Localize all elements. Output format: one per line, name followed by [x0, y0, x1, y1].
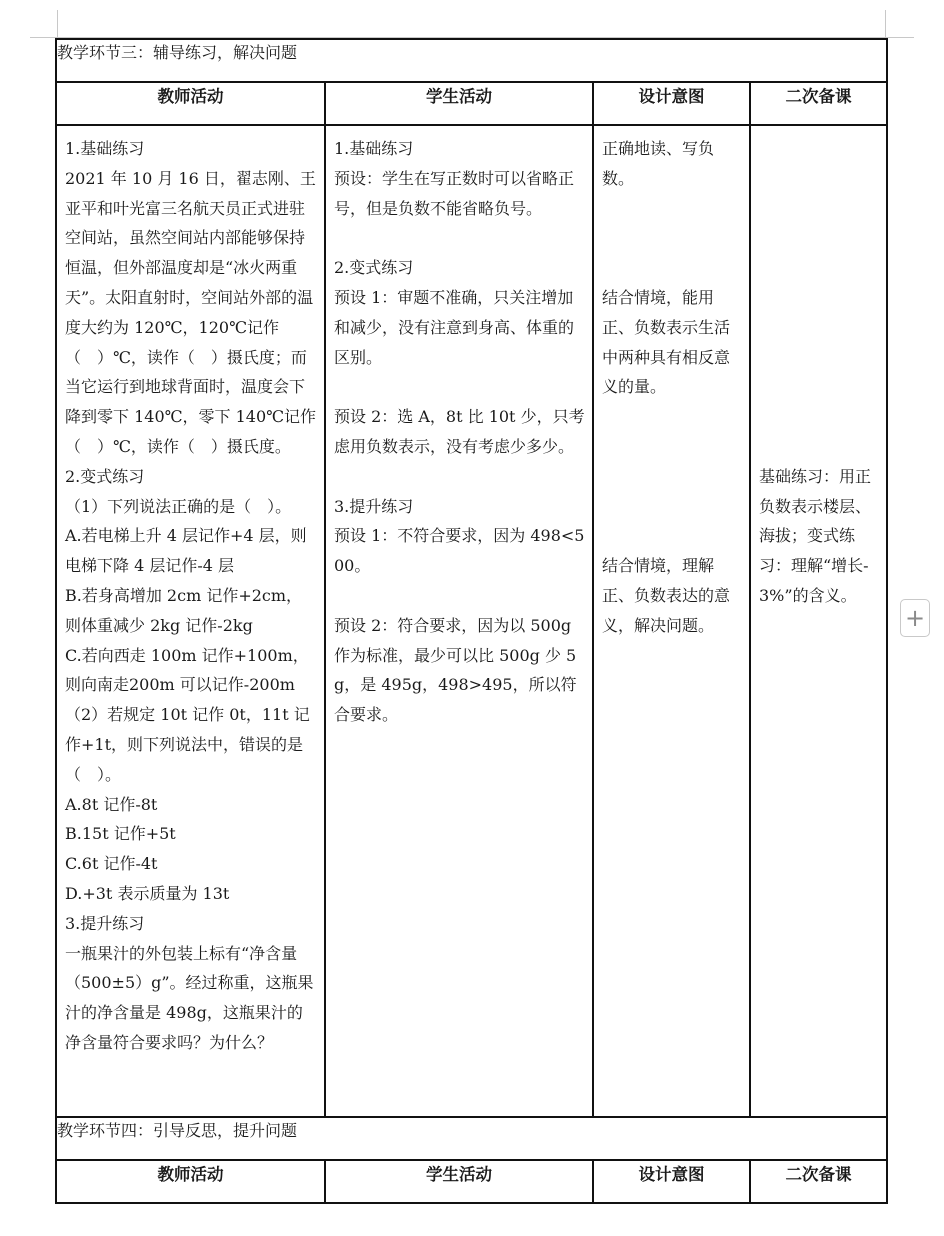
add-button[interactable] [900, 599, 930, 637]
intent-basic: 正确地读、写负数。 [602, 139, 715, 188]
intent-advanced: 结合情境，理解正、负数表达的意义，解决问题。 [602, 556, 731, 635]
header-teacher: 教师活动 [56, 82, 325, 125]
teacher-line: 2021 年 10 月 16 日，翟志刚、王亚平和叶光富三名航天员正式进驻空间站，虽然空间站内部能够保持恒温，但外部温度却是“冰火两重天”。太阳直射时，空间站外部的温度大约为 120℃，120℃记作（ ）℃，读作（ ）摄氏度；而当它运行到地球背面时，温度会下降到零下 140℃，零下 140℃记作（ ）℃，读作（ ）摄氏度。 [65, 168, 317, 456]
header-second-prep: 二次备课 [750, 82, 887, 125]
student-variant-text-1: 预设 1：审题不准确，只关注增加和减少，没有注意到身高、体重的区别。 [334, 287, 575, 367]
student-basic-text: 预设：学生在写正数时可以省略正号，但是负数不能省略负号。 [334, 168, 575, 218]
page-margin-mark-right [885, 10, 886, 38]
teacher-activity-cell [56, 125, 325, 1117]
second-prep-cell [750, 125, 887, 1117]
teacher-line: B.若身高增加 2cm 记作+2cm，则体重减少 2kg 记作-2kg [65, 585, 303, 635]
teacher-line: C.6t 记作-4t [65, 854, 158, 874]
student-activity-cell [325, 125, 593, 1117]
teacher-line: A.若电梯上升 4 层记作+4 层，则电梯下降 4 层记作-4 层 [65, 526, 307, 576]
teacher-line: 3.提升练习 [65, 913, 145, 933]
student-advanced-text-1: 预设 1：不符合要求，因为 498<500。 [334, 526, 585, 576]
header-row [56, 82, 887, 125]
design-intent-cell [593, 125, 750, 1117]
content-row [56, 125, 887, 1117]
header-student: 学生活动 [325, 1160, 593, 1203]
teacher-line: 1.基础练习 [65, 139, 145, 158]
header-second-prep: 二次备课 [750, 1160, 887, 1203]
header-teacher: 教师活动 [56, 1160, 325, 1203]
teacher-line: （2）若规定 10t 记作 0t，11t 记作+1t，则下列说法中，错误的是（ ）。 [65, 705, 310, 784]
second-prep-text: 基础练习：用正负数表示楼层、海拔；变式练习：理解“增长-3%”的含义。 [759, 466, 872, 605]
header-intent: 设计意图 [593, 1160, 750, 1203]
section-row-four [56, 1117, 887, 1160]
section-row-three [56, 39, 887, 82]
plus-icon: + [904, 604, 926, 632]
teacher-line: 2.变式练习 [65, 466, 145, 486]
teacher-line: （1）下列说法正确的是（ ）。 [65, 496, 292, 516]
lesson-plan-table [55, 38, 888, 1204]
teacher-line: A.8t 记作-8t [65, 794, 158, 814]
student-advanced-title: 3.提升练习 [334, 496, 414, 516]
student-basic-title: 1.基础练习 [334, 139, 414, 158]
teacher-line: B.15t 记作+5t [65, 824, 176, 844]
student-variant-title: 2.变式练习 [334, 258, 414, 278]
intent-variant: 结合情境，能用正、负数表示生活中两种具有相反意义的量。 [602, 287, 731, 397]
header-intent: 设计意图 [593, 82, 750, 125]
student-advanced-text-2: 预设 2：符合要求，因为以 500g 作为标准，最少可以比 500g 少 5g，是 495g，498>495，所以符合要求。 [334, 615, 577, 725]
header-row-2 [56, 1160, 887, 1203]
teacher-line: 一瓶果汁的外包装上标有“净含量（500±5）g”。经过称重，这瓶果汁的净含量是 498g，这瓶果汁的净含量符合要求吗？为什么？ [65, 943, 314, 1052]
section-title-four: 教学环节四：引导反思，提升问题 [56, 1117, 887, 1160]
student-variant-text-2: 预设 2：选 A，8t 比 10t 少，只考虑用负数表示，没有考虑少多少。 [334, 407, 585, 456]
header-student: 学生活动 [325, 82, 593, 125]
teacher-line: C.若向西走 100m 记作+100m，则向南走200m 可以记作-200m [65, 645, 309, 695]
page-margin-mark-left [57, 10, 58, 38]
section-title-three: 教学环节三：辅导练习，解决问题 [56, 39, 887, 82]
teacher-line: D.+3t 表示质量为 13t [65, 883, 230, 903]
